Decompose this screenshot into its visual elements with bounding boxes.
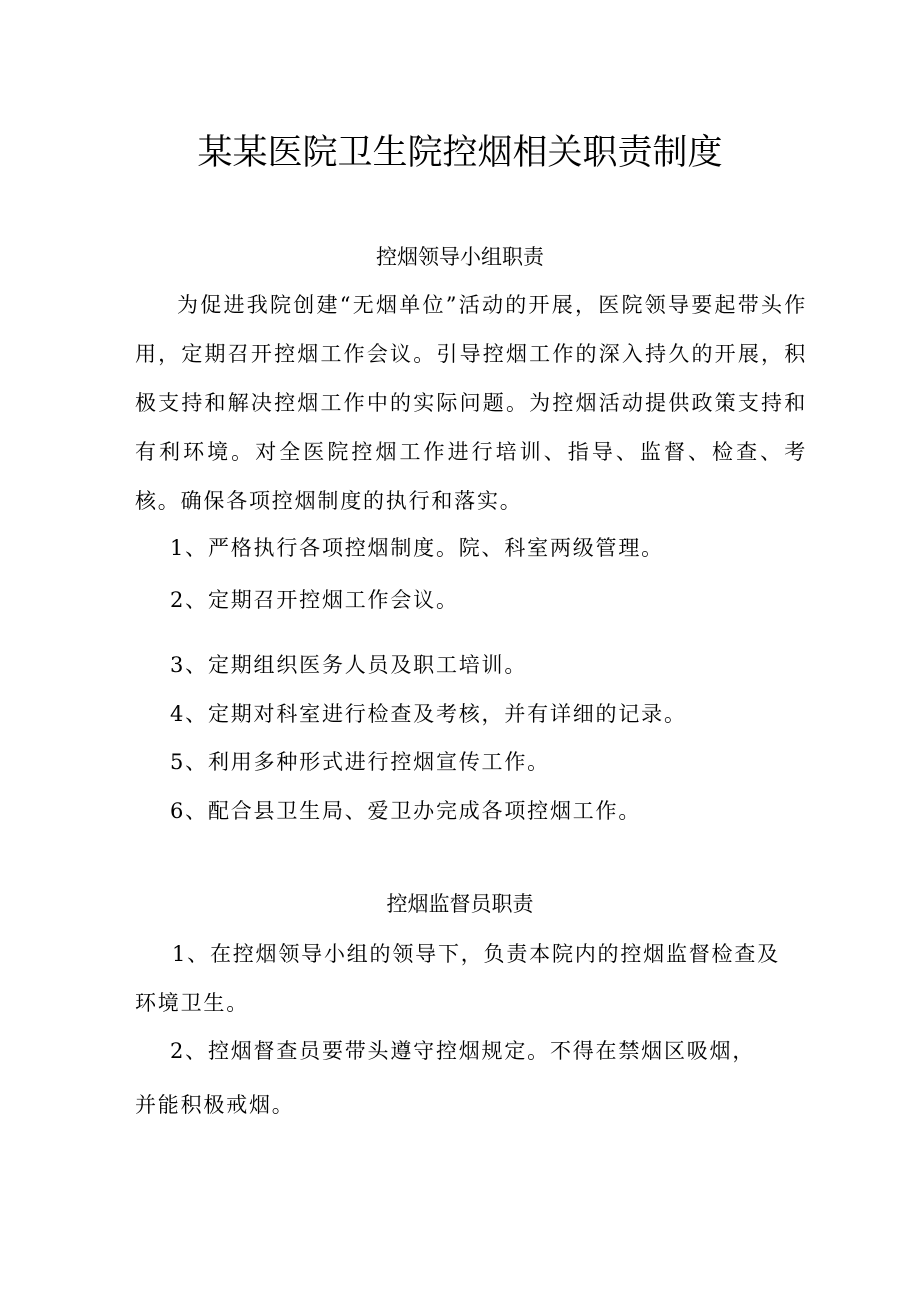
leadership-intro-paragraph: 为促进我院创建“无烟单位”活动的开展，医院领导要起带头作用，定期召开控烟工作会议。引导控烟工作的深入持久的开展，积极支持和解决控烟工作中的实际问题。为控烟活动提供政策支持和有利环境。对全医院控烟工作进行培训、指导、监督、检查、考核。确保各项控烟制度的执行和落实。 [135,293,807,513]
leadership-item-1: 1、严格执行各项控烟制度。院、科室两级管理。 [170,536,664,560]
leadership-item-4: 4、定期对科室进行检查及考核，并有详细的记录。 [170,702,687,726]
section-heading-supervisor: 控烟监督员职责 [386,892,534,916]
leadership-item-6: 6、配合县卫生局、爱卫办完成各项控烟工作。 [170,799,642,823]
document-title: 某某医院卫生院控烟相关职责制度 [197,133,723,173]
supervisor-item-2-line-2: 并能积极戒烟。 [135,1093,295,1117]
supervisor-item-1-line-1: 1、在控烟领导小组的领导下，负责本院内的控烟监督检查及 [172,942,780,966]
leadership-item-2: 2、定期召开控烟工作会议。 [170,588,459,612]
supervisor-item-1-line-2: 环境卫生。 [135,991,249,1015]
leadership-item-5: 5、利用多种形式进行控烟宣传工作。 [170,750,550,774]
supervisor-item-2-line-1: 2、控烟督查员要带头遵守控烟规定。不得在禁烟区吸烟， [170,1039,756,1063]
section-heading-leadership: 控烟领导小组职责 [376,245,544,269]
leadership-item-3: 3、定期组织医务人员及职工培训。 [170,653,528,677]
